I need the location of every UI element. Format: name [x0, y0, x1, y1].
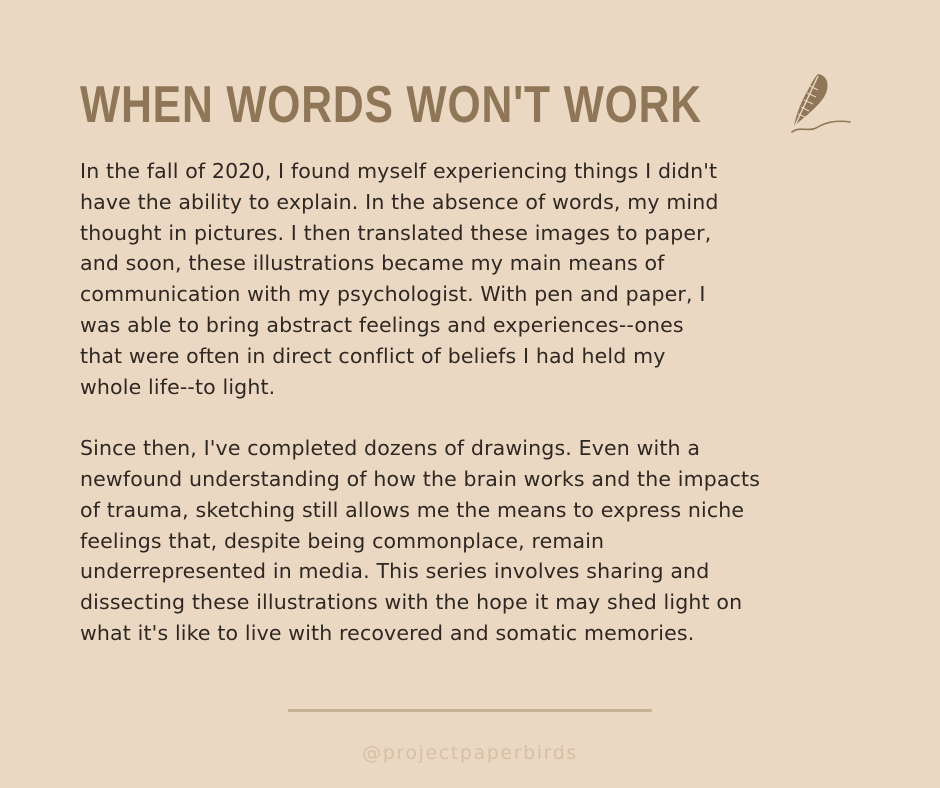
paragraph-2: Since then, I've completed dozens of drawings. Even with a newfound understanding of how the brain works and the impacts of trauma, sketching still allows me the means to express niche feelings that, despite being commonplace, remain underrepresented in media. This series involves sharing and dissecting these illustrations with the hope it may shed light on what it's like to live with recovered and somatic memories. [80, 436, 761, 645]
divider [288, 709, 652, 712]
social-handle: @projectpaperbirds [362, 742, 578, 764]
body-text [80, 156, 860, 649]
paragraph-1: In the fall of 2020, I found myself experiencing things I didn't have the ability to explain. In the absence of words, my mind thought in pictures. I then translated these images to paper, and soon, these illustrations became my main means of communication with my psychologist. With pen and paper, I was able to bring abstract feelings and experiences--ones that were often in direct conflict of beliefs I had held my whole life--to light. [80, 159, 719, 399]
feather-quill-icon [774, 70, 854, 140]
page-title: WHEN WORDS WON'T WORK [80, 76, 702, 134]
title-row [80, 70, 854, 140]
